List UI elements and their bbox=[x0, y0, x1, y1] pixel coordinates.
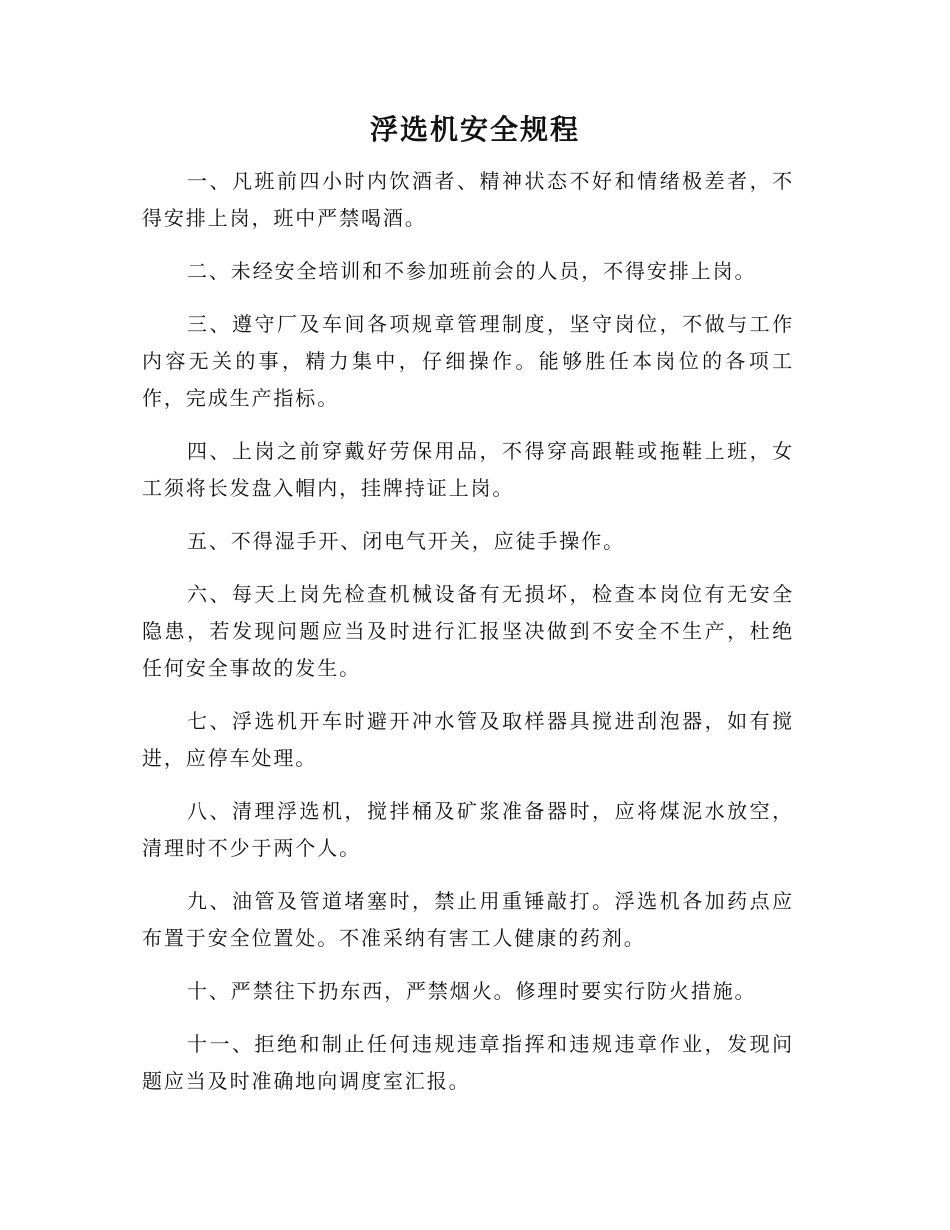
rule-paragraph-10: 十、严禁往下扔东西，严禁烟火。修理时要实行防火措施。 bbox=[187, 979, 757, 1003]
rule-paragraph-6: 六、每天上岗先检查机械设备有无损坏，检查本岗位有无安全隐患，若发现问题应当及时进行汇报坚决做到不安全不生产，杜绝任何安全事故的发生。 bbox=[142, 582, 794, 680]
rule-paragraph-1: 一、凡班前四小时内饮酒者、精神状态不好和情绪极差者，不得安排上岗，班中严禁喝酒。 bbox=[142, 169, 794, 230]
document-body bbox=[142, 163, 794, 1116]
rule-paragraph-7: 七、浮选机开车时避开冲水管及取样器具搅进刮泡器，如有搅进，应停车处理。 bbox=[142, 709, 794, 770]
rule-paragraph-2: 二、未经安全培训和不参加班前会的人员，不得安排上岗。 bbox=[187, 259, 757, 283]
document-title: 浮选机安全规程 bbox=[369, 113, 580, 146]
rule-paragraph-8: 八、清理浮选机，搅拌桶及矿浆准备器时，应将煤泥水放空，清理时不少于两个人。 bbox=[142, 799, 794, 860]
rule-paragraph-4: 四、上岗之前穿戴好劳保用品，不得穿高跟鞋或拖鞋上班，女工须将长发盘入帽内，挂牌持证上岗。 bbox=[142, 439, 794, 500]
rule-paragraph-5: 五、不得湿手开、闭电气开关，应徒手操作。 bbox=[187, 529, 625, 553]
rule-paragraph-9: 九、油管及管道堵塞时，禁止用重锤敲打。浮选机各加药点应布置于安全位置处。不准采纳有害工人健康的药剂。 bbox=[142, 889, 794, 950]
rule-paragraph-11: 十一、拒绝和制止任何违规违章指挥和违规违章作业，发现问题应当及时准确地向调度室汇报。 bbox=[142, 1032, 794, 1093]
rule-paragraph-3: 三、遵守厂及车间各项规章管理制度，坚守岗位，不做与工作内容无关的事，精力集中，仔细操作。能够胜任本岗位的各项工作，完成生产指标。 bbox=[142, 312, 794, 410]
